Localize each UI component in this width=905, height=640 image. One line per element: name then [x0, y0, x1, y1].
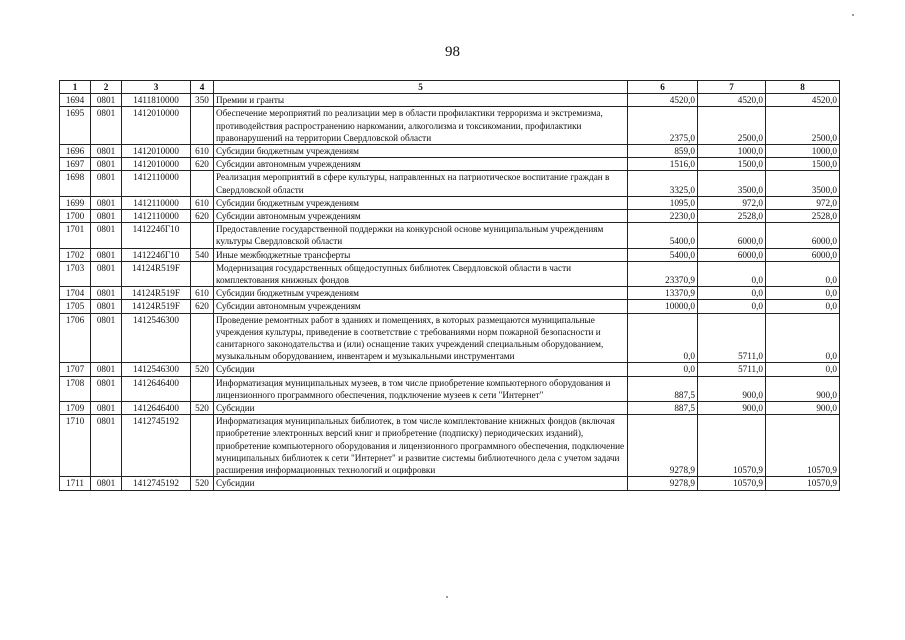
header-cell: 8 [766, 81, 840, 94]
amount-col7-cell: 5711,0 [698, 313, 766, 363]
amount-col6-cell: 3325,0 [628, 171, 698, 196]
section-code-cell: 0801 [91, 171, 122, 196]
amount-col8-cell: 972,0 [766, 196, 840, 209]
expense-kind-cell: 620 [191, 158, 214, 171]
amount-col8-cell: 0,0 [766, 287, 840, 300]
row-number-cell: 1702 [60, 248, 91, 261]
amount-col7-cell: 1000,0 [698, 145, 766, 158]
amount-col7-cell: 6000,0 [698, 223, 766, 248]
amount-col6-cell: 23370,9 [628, 261, 698, 286]
target-code-cell: 1412010000 [122, 145, 191, 158]
amount-col6-cell: 10000,0 [628, 300, 698, 313]
expense-kind-cell: 610 [191, 196, 214, 209]
table-row [60, 196, 840, 209]
row-number-cell: 1694 [60, 94, 91, 107]
amount-col6-cell: 5400,0 [628, 223, 698, 248]
row-number-cell: 1708 [60, 376, 91, 401]
section-code-cell: 0801 [91, 261, 122, 286]
header-cell: 3 [122, 81, 191, 94]
section-code-cell: 0801 [91, 376, 122, 401]
target-code-cell: 1411810000 [122, 94, 191, 107]
section-code-cell: 0801 [91, 223, 122, 248]
expense-kind-cell [191, 261, 214, 286]
row-number-cell: 1699 [60, 196, 91, 209]
amount-col7-cell: 0,0 [698, 300, 766, 313]
header-cell: 6 [628, 81, 698, 94]
scan-speck [446, 596, 448, 598]
target-code-cell: 1412745192 [122, 415, 191, 477]
expense-kind-cell [191, 376, 214, 401]
row-number-cell: 1700 [60, 210, 91, 223]
item-name-cell: Субсидии бюджетным учреждениям [214, 287, 628, 300]
section-code-cell: 0801 [91, 402, 122, 415]
table-row [60, 171, 840, 196]
row-number-cell: 1698 [60, 171, 91, 196]
amount-col7-cell: 4520,0 [698, 94, 766, 107]
target-code-cell: 141224бГ10 [122, 223, 191, 248]
row-number-cell: 1710 [60, 415, 91, 477]
row-number-cell: 1711 [60, 477, 91, 490]
amount-col8-cell: 900,0 [766, 376, 840, 401]
amount-col7-cell: 2528,0 [698, 210, 766, 223]
amount-col6-cell: 1516,0 [628, 158, 698, 171]
section-code-cell: 0801 [91, 145, 122, 158]
row-number-cell: 1707 [60, 363, 91, 376]
row-number-cell: 1697 [60, 158, 91, 171]
row-number-cell: 1705 [60, 300, 91, 313]
section-code-cell: 0801 [91, 248, 122, 261]
amount-col8-cell: 0,0 [766, 363, 840, 376]
target-code-cell: 14124R519F [122, 261, 191, 286]
amount-col7-cell: 3500,0 [698, 171, 766, 196]
item-name-cell: Иные межбюджетные трансферты [214, 248, 628, 261]
item-name-cell: Субсидии автономным учреждениям [214, 158, 628, 171]
section-code-cell: 0801 [91, 158, 122, 171]
table-row [60, 363, 840, 376]
expense-kind-cell [191, 107, 214, 145]
target-code-cell: 1412110000 [122, 210, 191, 223]
item-name-cell: Предоставление государственной поддержки на конкурсной основе муниципальным учреждениям культуры Свердловской области [214, 223, 628, 248]
item-name-cell: Субсидии [214, 477, 628, 490]
item-name-cell: Субсидии [214, 363, 628, 376]
item-name-cell: Субсидии [214, 402, 628, 415]
row-number-cell: 1706 [60, 313, 91, 363]
expense-kind-cell: 540 [191, 248, 214, 261]
header-cell: 2 [91, 81, 122, 94]
row-number-cell: 1703 [60, 261, 91, 286]
expense-kind-cell: 620 [191, 300, 214, 313]
expense-kind-cell: 610 [191, 287, 214, 300]
expense-kind-cell [191, 171, 214, 196]
expense-kind-cell: 520 [191, 363, 214, 376]
amount-col8-cell: 2500,0 [766, 107, 840, 145]
amount-col8-cell: 0,0 [766, 261, 840, 286]
table-row [60, 261, 840, 286]
expense-kind-cell [191, 415, 214, 477]
amount-col8-cell: 4520,0 [766, 94, 840, 107]
target-code-cell: 1412646400 [122, 402, 191, 415]
expense-kind-cell: 350 [191, 94, 214, 107]
table-row [60, 107, 840, 145]
amount-col8-cell: 0,0 [766, 300, 840, 313]
item-name-cell: Модернизация государственных общедоступных библиотек Свердловской области в части комплектования книжных фондов [214, 261, 628, 286]
table-row [60, 477, 840, 490]
table-row [60, 313, 840, 363]
item-name-cell: Субсидии бюджетным учреждениям [214, 196, 628, 209]
amount-col8-cell: 1000,0 [766, 145, 840, 158]
section-code-cell: 0801 [91, 196, 122, 209]
target-code-cell: 1412546300 [122, 313, 191, 363]
item-name-cell: Субсидии автономным учреждениям [214, 300, 628, 313]
expense-kind-cell [191, 313, 214, 363]
table-row [60, 376, 840, 401]
amount-col6-cell: 4520,0 [628, 94, 698, 107]
amount-col7-cell: 900,0 [698, 376, 766, 401]
target-code-cell: 141224бГ10 [122, 248, 191, 261]
amount-col7-cell: 5711,0 [698, 363, 766, 376]
expense-kind-cell: 520 [191, 477, 214, 490]
item-name-cell: Субсидии бюджетным учреждениям [214, 145, 628, 158]
row-number-cell: 1695 [60, 107, 91, 145]
target-code-cell: 1412546300 [122, 363, 191, 376]
amount-col6-cell: 9278,9 [628, 477, 698, 490]
item-name-cell: Информатизация муниципальных музеев, в том числе приобретение компьютерного оборудования и лицензионного программного обеспечения, подключение музеев к сети "Интернет" [214, 376, 628, 401]
amount-col7-cell: 10570,9 [698, 477, 766, 490]
item-name-cell: Обеспечение мероприятий по реализации мер в области профилактики терроризма и экстремизма, противодействия распространению наркомании, алкоголизма и токсикомании, профилактики правонарушений на территории Свердловской области [214, 107, 628, 145]
header-cell: 4 [191, 81, 214, 94]
amount-col6-cell: 2375,0 [628, 107, 698, 145]
expense-kind-cell [191, 223, 214, 248]
section-code-cell: 0801 [91, 94, 122, 107]
table-row [60, 300, 840, 313]
amount-col7-cell: 900,0 [698, 402, 766, 415]
page-number: 98 [445, 44, 460, 60]
section-code-cell: 0801 [91, 210, 122, 223]
table-row [60, 210, 840, 223]
amount-col7-cell: 0,0 [698, 261, 766, 286]
target-code-cell: 1412110000 [122, 171, 191, 196]
amount-col7-cell: 6000,0 [698, 248, 766, 261]
amount-col8-cell: 900,0 [766, 402, 840, 415]
target-code-cell: 1412010000 [122, 158, 191, 171]
target-code-cell: 1412745192 [122, 477, 191, 490]
table-row [60, 415, 840, 477]
row-number-cell: 1709 [60, 402, 91, 415]
amount-col6-cell: 0,0 [628, 313, 698, 363]
amount-col8-cell: 6000,0 [766, 248, 840, 261]
item-name-cell: Реализация мероприятий в сфере культуры, направленных на патриотическое воспитание граждан в Свердловской области [214, 171, 628, 196]
header-cell: 7 [698, 81, 766, 94]
amount-col6-cell: 0,0 [628, 363, 698, 376]
section-code-cell: 0801 [91, 107, 122, 145]
amount-col6-cell: 2230,0 [628, 210, 698, 223]
table-row [60, 402, 840, 415]
amount-col8-cell: 2528,0 [766, 210, 840, 223]
item-name-cell: Проведение ремонтных работ в зданиях и помещениях, в которых размещаются муниципальные учреждения культуры, приведение в соответствие с требованиями норм пожарной безопасности и санитарного законодательства и (или) оснащение таких учреждений специальным оборудованием, музыкальным оборудованием, инвентарем и музыкальными инструментами [214, 313, 628, 363]
header-cell: 5 [214, 81, 628, 94]
row-number-cell: 1701 [60, 223, 91, 248]
target-code-cell: 1412646400 [122, 376, 191, 401]
budget-table [59, 80, 840, 491]
amount-col7-cell: 0,0 [698, 287, 766, 300]
amount-col7-cell: 10570,9 [698, 415, 766, 477]
item-name-cell: Информатизация муниципальных библиотек, в том числе комплектование книжных фондов (включая приобретение электронных версий книг и приобретение (подписку) периодических изданий), приобретение компьютерного оборудования и лицензионного программного обеспечения, подключение муниципальных библиотек к сети "Интернет" и развитие системы библиотечного дела с учетом задачи расширения информационных технологий и оцифровки [214, 415, 628, 477]
amount-col6-cell: 5400,0 [628, 248, 698, 261]
target-code-cell: 14124R519F [122, 287, 191, 300]
amount-col8-cell: 10570,9 [766, 415, 840, 477]
header-row [60, 81, 840, 94]
table-row [60, 94, 840, 107]
table-row [60, 248, 840, 261]
item-name-cell: Премии и гранты [214, 94, 628, 107]
table-row [60, 145, 840, 158]
amount-col6-cell: 887,5 [628, 402, 698, 415]
item-name-cell: Субсидии автономным учреждениям [214, 210, 628, 223]
table-body [60, 94, 840, 490]
section-code-cell: 0801 [91, 477, 122, 490]
amount-col6-cell: 887,5 [628, 376, 698, 401]
section-code-cell: 0801 [91, 415, 122, 477]
amount-col8-cell: 10570,9 [766, 477, 840, 490]
target-code-cell: 14124R519F [122, 300, 191, 313]
table-row [60, 287, 840, 300]
amount-col6-cell: 859,0 [628, 145, 698, 158]
target-code-cell: 1412110000 [122, 196, 191, 209]
amount-col6-cell: 13370,9 [628, 287, 698, 300]
section-code-cell: 0801 [91, 287, 122, 300]
section-code-cell: 0801 [91, 300, 122, 313]
amount-col8-cell: 1500,0 [766, 158, 840, 171]
expense-kind-cell: 620 [191, 210, 214, 223]
table-row [60, 158, 840, 171]
amount-col6-cell: 1095,0 [628, 196, 698, 209]
amount-col8-cell: 0,0 [766, 313, 840, 363]
target-code-cell: 1412010000 [122, 107, 191, 145]
amount-col7-cell: 1500,0 [698, 158, 766, 171]
expense-kind-cell: 520 [191, 402, 214, 415]
section-code-cell: 0801 [91, 363, 122, 376]
row-number-cell: 1704 [60, 287, 91, 300]
amount-col8-cell: 6000,0 [766, 223, 840, 248]
row-number-cell: 1696 [60, 145, 91, 158]
scan-speck [852, 14, 854, 16]
header-cell: 1 [60, 81, 91, 94]
amount-col6-cell: 9278,9 [628, 415, 698, 477]
section-code-cell: 0801 [91, 313, 122, 363]
amount-col7-cell: 972,0 [698, 196, 766, 209]
amount-col7-cell: 2500,0 [698, 107, 766, 145]
expense-kind-cell: 610 [191, 145, 214, 158]
table-row [60, 223, 840, 248]
amount-col8-cell: 3500,0 [766, 171, 840, 196]
